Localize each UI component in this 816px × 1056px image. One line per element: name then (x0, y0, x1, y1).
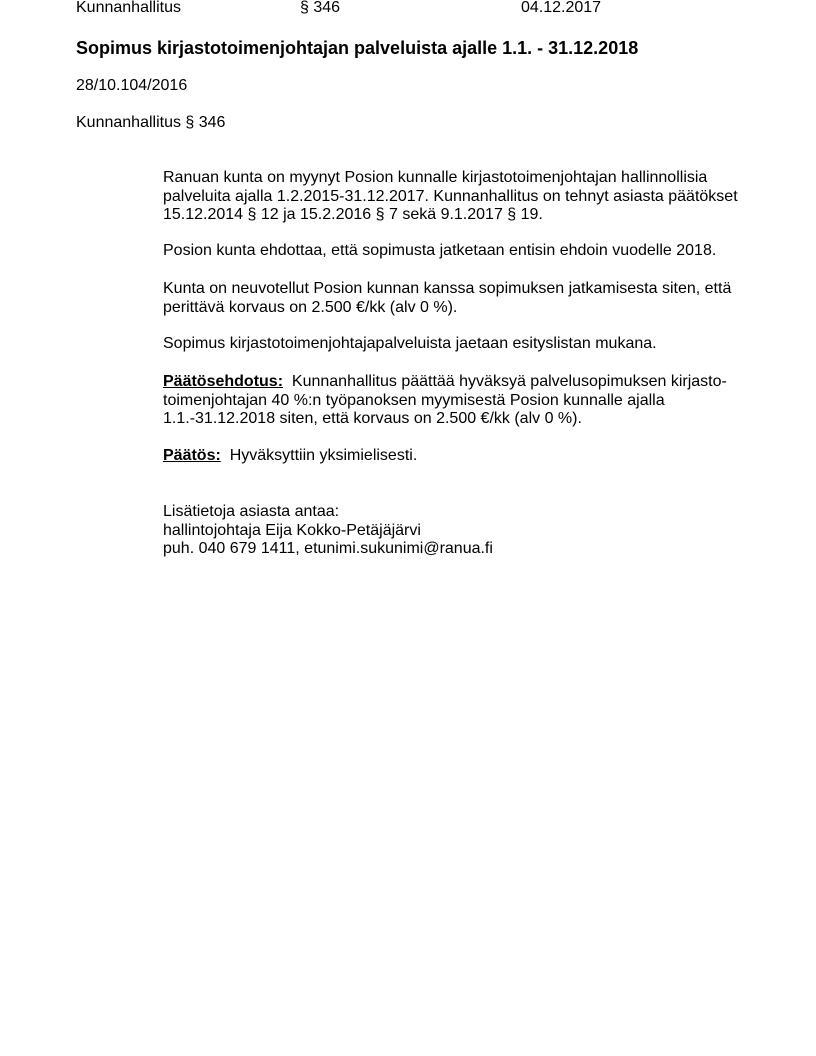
contact-intro: Lisätietoja asiasta antaa: (163, 503, 340, 520)
document-title: Sopimus kirjastotoimenjohtajan palveluista ajalle 1.1. - 31.12.2018 (76, 38, 639, 58)
paragraph-1-line-3: 15.12.2014 § 12 ja 15.2.2016 § 7 sekä 9.1.2017 § 19. (163, 206, 543, 223)
paragraph-3 (163, 280, 763, 317)
decision-text: Hyväksyttiin yksimielisesti. (229, 447, 418, 464)
paragraph-2-line-1: Posion kunta ehdottaa, että sopimusta jatketaan entisin ehdoin vuodelle 2018. (163, 242, 717, 259)
decision-label: Päätös: (163, 447, 221, 464)
header-date: 04.12.2017 (521, 0, 602, 16)
record-number: 28/10.104/2016 (76, 77, 188, 94)
decision-proposal (163, 373, 763, 429)
paragraph-1 (163, 169, 763, 225)
handler: Kunnanhallitus § 346 (76, 114, 226, 131)
proposal-label: Päätösehdotus: (163, 373, 284, 390)
decision (163, 447, 763, 466)
contact-details: puh. 040 679 1411, etunimi.sukunimi@ranua.fi (163, 540, 493, 557)
paragraph-3-line-1: Kunta on neuvotellut Posion kunnan kanssa sopimuksen jatkamisesta siten, että (163, 280, 732, 297)
contact-info (163, 503, 763, 559)
paragraph-4-line-1: Sopimus kirjastotoimenjohtajapalveluista jaetaan esityslistan mukana. (163, 335, 657, 352)
proposal-line-2: toimenjohtajan 40 %:n työpanoksen myymisestä Posion kunnalle ajalla (163, 391, 665, 409)
paragraph-4 (163, 335, 763, 354)
contact-person: hallintojohtaja Eija Kokko-Petäjäjärvi (163, 521, 421, 539)
paragraph-2 (163, 242, 763, 261)
paragraph-1-line-1: Ranuan kunta on myynyt Posion kunnalle kirjastotoimenjohtajan hallinnollisia (163, 169, 708, 186)
proposal-line-3: 1.1.-31.12.2018 siten, että korvaus on 2.500 €/kk (alv 0 %). (163, 410, 582, 427)
paragraph-1-line-2: palveluita ajalla 1.2.2015-31.12.2017. Kunnanhallitus on tehnyt asiasta päätökset (163, 187, 738, 205)
header-body: Kunnanhallitus (76, 0, 181, 16)
header-section: § 346 (300, 0, 341, 16)
paragraph-3-line-2: perittävä korvaus on 2.500 €/kk (alv 0 %). (163, 298, 458, 316)
proposal-line-1: Kunnanhallitus päättää hyväksyä palvelusopimuksen kirjasto- (291, 373, 727, 390)
